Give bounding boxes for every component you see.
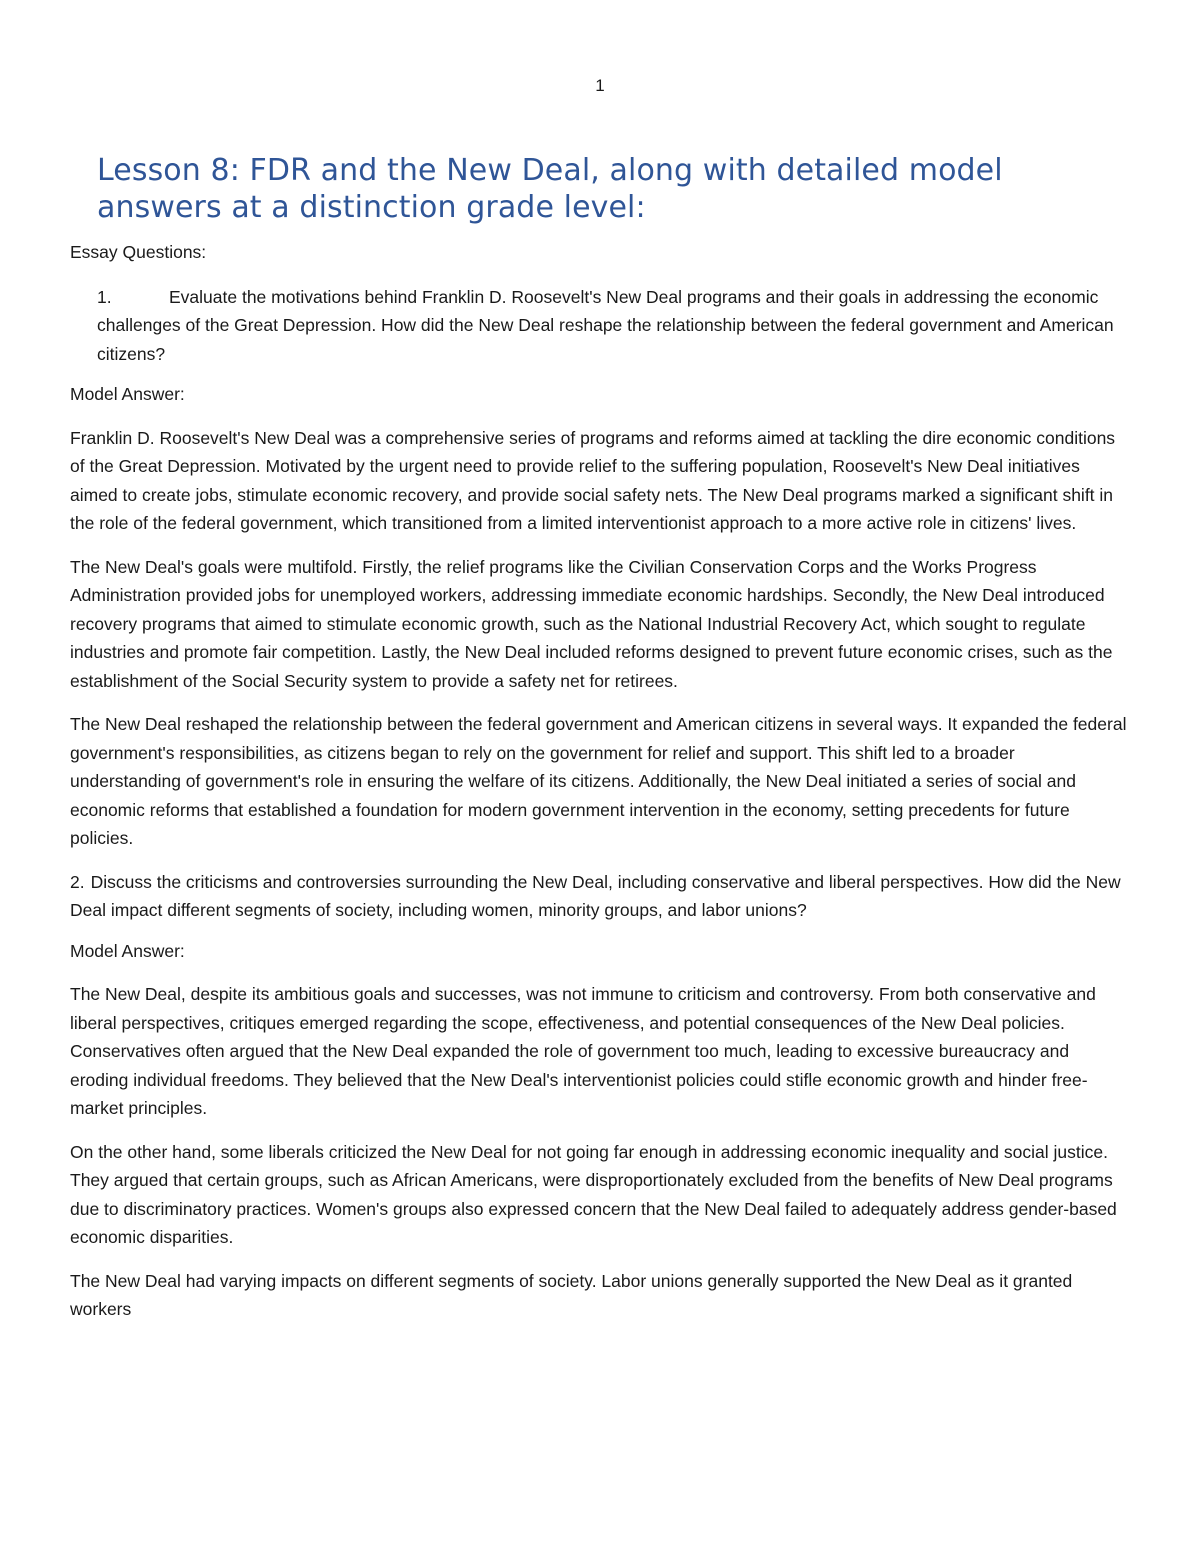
question-1-text: Evaluate the motivations behind Franklin D. Roosevelt's New Deal programs and their goals in addressing the economic challenges of the Great Depression. How did the New Deal reshape the relationship between the federal government and American citizens? <box>97 286 1114 364</box>
question-2-text: Discuss the criticisms and controversies surrounding the New Deal, including conservative and liberal perspectives. How did the New Deal impact different segments of society, including women, minority groups, and labor unions? <box>70 871 1121 920</box>
model-answer-label-2: Model Answer: <box>70 940 185 961</box>
answer-1-paragraph-2: The New Deal's goals were multifold. Firstly, the relief programs like the Civilian Conservation Corps and the Works Progress Administration provided jobs for unemployed workers, addressing immediate economic hardships. Secondly, the New Deal introduced recovery programs that aimed to stimulate economic growth, such as the National Industrial Recovery Act, which sought to regulate industries and promote fair competition. Lastly, the New Deal included reforms designed to prevent future economic crises, such as the establishment of the Social Security system to provide a safety net for retirees. <box>70 556 1113 691</box>
question-2-number: 2. <box>70 871 85 892</box>
question-1-number: 1. <box>97 286 112 307</box>
essay-questions-label: Essay Questions: <box>70 242 207 262</box>
answer-2-paragraph-3: The New Deal had varying impacts on different segments of society. Labor unions generally supported the New Deal as it granted workers <box>70 1270 1073 1319</box>
answer-1-paragraph-1: Franklin D. Roosevelt's New Deal was a comprehensive series of programs and reforms aimed at tackling the dire economic conditions of the Great Depression. Motivated by the urgent need to provide relief to the suffering population, Roosevelt's New Deal initiatives aimed to create jobs, stimulate economic recovery, and provide social safety nets. The New Deal programs marked a significant shift in the role of the federal government, which transitioned from a limited interventionist approach to a more active role in citizens' lives. <box>70 427 1116 533</box>
answer-2-paragraph-1: The New Deal, despite its ambitious goals and successes, was not immune to criticism and controversy. From both conservative and liberal perspectives, critiques emerged regarding the scope, effectiveness, and potential consequences of the New Deal policies. Conservatives often argued that the New Deal expanded the role of government too much, leading to excessive bureaucracy and eroding individual freedoms. They believed that the New Deal's interventionist policies could stifle economic growth and hinder free-market principles. <box>70 984 1096 1118</box>
document-content <box>70 152 1130 1324</box>
lesson-title: Lesson 8: FDR and the New Deal, along with detailed model answers at a distinction grade level: <box>97 153 1003 225</box>
answer-1-paragraph-3: The New Deal reshaped the relationship between the federal government and American citizens in several ways. It expanded the federal government's responsibilities, as citizens began to rely on the government for relief and support. This shift led to a broader understanding of government's role in ensuring the welfare of its citizens. Additionally, the New Deal initiated a series of social and economic reforms that established a foundation for modern government intervention in the economy, setting precedents for future policies. <box>70 714 1127 848</box>
answer-2-paragraph-2: On the other hand, some liberals criticized the New Deal for not going far enough in addressing economic inequality and social justice. They argued that certain groups, such as African Americans, were disproportionately excluded from the benefits of New Deal programs due to discriminatory practices. Women's groups also expressed concern that the New Deal failed to adequately address gender-based economic disparities. <box>70 1141 1117 1247</box>
page-number: 1 <box>595 76 605 95</box>
model-answer-label-1: Model Answer: <box>70 384 185 404</box>
question-2 <box>70 868 1130 925</box>
question-1 <box>97 283 1130 369</box>
